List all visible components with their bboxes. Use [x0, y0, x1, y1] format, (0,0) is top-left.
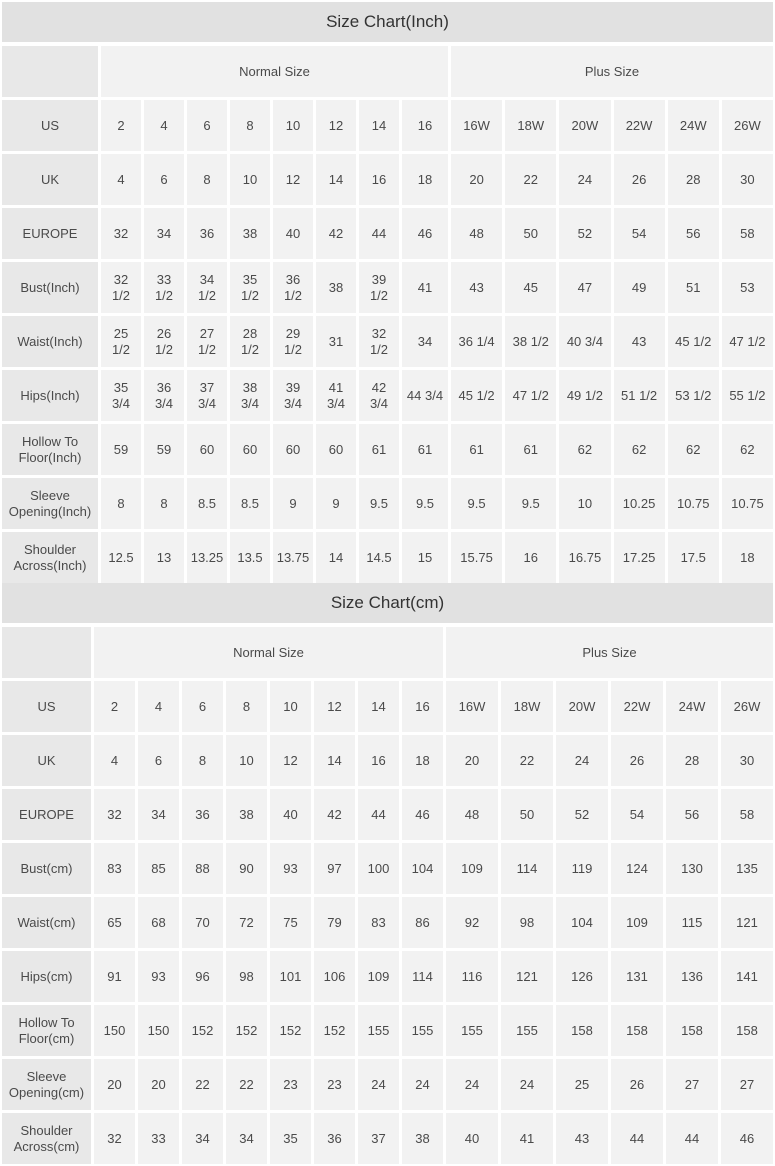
size-value-cell: 59	[144, 424, 184, 475]
size-value-cell: 53	[722, 262, 773, 313]
size-value-cell: 43	[451, 262, 502, 313]
size-value-cell: 39 1/2	[359, 262, 399, 313]
size-value-cell: 46	[402, 208, 448, 259]
size-value-cell: 150	[138, 1005, 179, 1056]
size-value-cell: 41	[402, 262, 448, 313]
size-value-cell: 2	[101, 100, 141, 151]
size-value-cell: 14	[316, 154, 356, 205]
size-value-cell: 13.75	[273, 532, 313, 583]
size-value-cell: 8.5	[187, 478, 227, 529]
size-value-cell: 32	[94, 1113, 135, 1164]
size-value-cell: 155	[402, 1005, 443, 1056]
size-value-cell: 86	[402, 897, 443, 948]
size-value-cell: 32	[94, 789, 135, 840]
size-value-cell: 116	[446, 951, 498, 1002]
size-value-cell: 96	[182, 951, 223, 1002]
group-header-normal-size: Normal Size	[101, 46, 448, 97]
size-value-cell: 158	[611, 1005, 663, 1056]
row-label: Waist(Inch)	[2, 316, 98, 367]
size-value-cell: 24	[446, 1059, 498, 1110]
size-value-cell: 38 1/2	[505, 316, 556, 367]
size-value-cell: 18W	[501, 681, 553, 732]
size-value-cell: 36 1/2	[273, 262, 313, 313]
size-value-cell: 9.5	[359, 478, 399, 529]
size-value-cell: 12.5	[101, 532, 141, 583]
size-value-cell: 29 1/2	[273, 316, 313, 367]
size-value-cell: 16	[505, 532, 556, 583]
size-value-cell: 106	[314, 951, 355, 1002]
size-value-cell: 98	[226, 951, 267, 1002]
size-value-cell: 60	[230, 424, 270, 475]
row-label: Hips(Inch)	[2, 370, 98, 421]
size-value-cell: 158	[721, 1005, 773, 1056]
size-value-cell: 22	[226, 1059, 267, 1110]
size-value-cell: 24	[358, 1059, 399, 1110]
size-value-cell: 90	[226, 843, 267, 894]
size-value-cell: 35	[270, 1113, 311, 1164]
size-value-cell: 34	[138, 789, 179, 840]
size-value-cell: 10	[230, 154, 270, 205]
size-value-cell: 124	[611, 843, 663, 894]
size-value-cell: 48	[451, 208, 502, 259]
size-value-cell: 47	[559, 262, 610, 313]
size-value-cell: 79	[314, 897, 355, 948]
size-value-cell: 53 1/2	[668, 370, 719, 421]
size-value-cell: 46	[402, 789, 443, 840]
size-value-cell: 38	[402, 1113, 443, 1164]
size-value-cell: 18	[402, 735, 443, 786]
size-value-cell: 49 1/2	[559, 370, 610, 421]
size-value-cell: 6	[182, 681, 223, 732]
size-value-cell: 40	[273, 208, 313, 259]
size-value-cell: 152	[182, 1005, 223, 1056]
size-value-cell: 9.5	[451, 478, 502, 529]
row-label: Hollow To Floor(Inch)	[2, 424, 98, 475]
size-value-cell: 158	[556, 1005, 608, 1056]
size-value-cell: 28	[668, 154, 719, 205]
size-value-cell: 32	[101, 208, 141, 259]
size-value-cell: 10	[559, 478, 610, 529]
size-value-cell: 37 3/4	[187, 370, 227, 421]
size-value-cell: 62	[668, 424, 719, 475]
size-value-cell: 41	[501, 1113, 553, 1164]
size-chart-cm-section	[2, 583, 773, 1164]
size-value-cell: 33	[138, 1113, 179, 1164]
size-value-cell: 114	[402, 951, 443, 1002]
size-value-cell: 45 1/2	[451, 370, 502, 421]
size-value-cell: 61	[359, 424, 399, 475]
size-value-cell: 97	[314, 843, 355, 894]
size-value-cell: 22	[501, 735, 553, 786]
size-value-cell: 4	[138, 681, 179, 732]
size-value-cell: 16	[358, 735, 399, 786]
size-value-cell: 93	[138, 951, 179, 1002]
size-value-cell: 10	[270, 681, 311, 732]
size-value-cell: 30	[721, 735, 773, 786]
size-value-cell: 15	[402, 532, 448, 583]
size-value-cell: 20W	[559, 100, 610, 151]
size-value-cell: 8	[182, 735, 223, 786]
size-value-cell: 34	[402, 316, 448, 367]
size-value-cell: 47 1/2	[505, 370, 556, 421]
row-label: Bust(cm)	[2, 843, 91, 894]
size-value-cell: 61	[505, 424, 556, 475]
size-value-cell: 31	[316, 316, 356, 367]
size-value-cell: 8	[101, 478, 141, 529]
size-value-cell: 135	[721, 843, 773, 894]
size-value-cell: 38 3/4	[230, 370, 270, 421]
size-value-cell: 23	[314, 1059, 355, 1110]
size-value-cell: 24	[556, 735, 608, 786]
size-value-cell: 22	[505, 154, 556, 205]
size-value-cell: 4	[101, 154, 141, 205]
size-value-cell: 54	[614, 208, 665, 259]
size-value-cell: 34	[144, 208, 184, 259]
size-value-cell: 4	[94, 735, 135, 786]
size-value-cell: 58	[722, 208, 773, 259]
size-value-cell: 72	[226, 897, 267, 948]
size-value-cell: 18	[402, 154, 448, 205]
size-value-cell: 115	[666, 897, 718, 948]
size-value-cell: 12	[270, 735, 311, 786]
size-value-cell: 104	[402, 843, 443, 894]
group-header-normal-size: Normal Size	[94, 627, 443, 678]
size-value-cell: 36	[187, 208, 227, 259]
row-label: UK	[2, 154, 98, 205]
size-value-cell: 23	[270, 1059, 311, 1110]
size-value-cell: 14	[314, 735, 355, 786]
size-value-cell: 22W	[614, 100, 665, 151]
size-value-cell: 34	[182, 1113, 223, 1164]
size-value-cell: 65	[94, 897, 135, 948]
size-value-cell: 56	[668, 208, 719, 259]
size-value-cell: 6	[144, 154, 184, 205]
size-value-cell: 52	[556, 789, 608, 840]
size-chart-inch-table	[2, 46, 773, 583]
size-value-cell: 10	[226, 735, 267, 786]
size-value-cell: 18W	[505, 100, 556, 151]
size-value-cell: 27	[721, 1059, 773, 1110]
row-label: Hips(cm)	[2, 951, 91, 1002]
size-value-cell: 91	[94, 951, 135, 1002]
size-value-cell: 43	[556, 1113, 608, 1164]
row-label: EUROPE	[2, 789, 91, 840]
size-value-cell: 22	[182, 1059, 223, 1110]
size-value-cell: 75	[270, 897, 311, 948]
size-value-cell: 141	[721, 951, 773, 1002]
size-value-cell: 9	[273, 478, 313, 529]
size-value-cell: 109	[358, 951, 399, 1002]
size-value-cell: 48	[446, 789, 498, 840]
size-value-cell: 61	[402, 424, 448, 475]
size-value-cell: 126	[556, 951, 608, 1002]
size-value-cell: 36 1/4	[451, 316, 502, 367]
size-value-cell: 62	[722, 424, 773, 475]
corner-cell	[2, 627, 91, 678]
row-label: Shoulder Across(Inch)	[2, 532, 98, 583]
size-value-cell: 16W	[446, 681, 498, 732]
size-chart-cm-title: Size Chart(cm)	[2, 583, 773, 623]
size-value-cell: 45	[505, 262, 556, 313]
row-label: Hollow To Floor(cm)	[2, 1005, 91, 1056]
size-value-cell: 100	[358, 843, 399, 894]
size-value-cell: 150	[94, 1005, 135, 1056]
size-value-cell: 20	[446, 735, 498, 786]
size-value-cell: 83	[358, 897, 399, 948]
row-label: US	[2, 681, 91, 732]
row-label: Sleeve Opening(Inch)	[2, 478, 98, 529]
group-header-plus-size: Plus Size	[451, 46, 773, 97]
row-label: EUROPE	[2, 208, 98, 259]
size-value-cell: 35 1/2	[230, 262, 270, 313]
size-value-cell: 49	[614, 262, 665, 313]
size-value-cell: 83	[94, 843, 135, 894]
size-value-cell: 42 3/4	[359, 370, 399, 421]
size-value-cell: 26	[611, 1059, 663, 1110]
row-label: Bust(Inch)	[2, 262, 98, 313]
size-value-cell: 55 1/2	[722, 370, 773, 421]
size-value-cell: 13	[144, 532, 184, 583]
size-value-cell: 44	[666, 1113, 718, 1164]
size-value-cell: 12	[316, 100, 356, 151]
size-value-cell: 121	[501, 951, 553, 1002]
size-value-cell: 104	[556, 897, 608, 948]
size-value-cell: 27 1/2	[187, 316, 227, 367]
size-value-cell: 62	[559, 424, 610, 475]
row-label: Sleeve Opening(cm)	[2, 1059, 91, 1110]
size-value-cell: 24	[559, 154, 610, 205]
size-value-cell: 68	[138, 897, 179, 948]
size-value-cell: 54	[611, 789, 663, 840]
size-value-cell: 37	[358, 1113, 399, 1164]
size-value-cell: 44	[359, 208, 399, 259]
size-value-cell: 70	[182, 897, 223, 948]
size-value-cell: 36	[182, 789, 223, 840]
size-value-cell: 51	[668, 262, 719, 313]
size-value-cell: 16	[402, 100, 448, 151]
size-value-cell: 8.5	[230, 478, 270, 529]
size-value-cell: 13.25	[187, 532, 227, 583]
size-value-cell: 46	[721, 1113, 773, 1164]
size-value-cell: 13.5	[230, 532, 270, 583]
size-value-cell: 16.75	[559, 532, 610, 583]
size-value-cell: 59	[101, 424, 141, 475]
size-value-cell: 28	[666, 735, 718, 786]
size-value-cell: 121	[721, 897, 773, 948]
size-value-cell: 24W	[666, 681, 718, 732]
size-value-cell: 42	[316, 208, 356, 259]
size-value-cell: 6	[187, 100, 227, 151]
size-value-cell: 155	[446, 1005, 498, 1056]
size-value-cell: 8	[144, 478, 184, 529]
size-value-cell: 33 1/2	[144, 262, 184, 313]
size-value-cell: 24W	[668, 100, 719, 151]
size-value-cell: 38	[316, 262, 356, 313]
size-value-cell: 130	[666, 843, 718, 894]
size-value-cell: 155	[501, 1005, 553, 1056]
size-value-cell: 35 3/4	[101, 370, 141, 421]
size-chart-cm-table	[2, 627, 773, 1164]
size-value-cell: 38	[230, 208, 270, 259]
size-value-cell: 8	[230, 100, 270, 151]
size-value-cell: 14.5	[359, 532, 399, 583]
size-value-cell: 10.75	[668, 478, 719, 529]
size-value-cell: 44 3/4	[402, 370, 448, 421]
size-value-cell: 152	[314, 1005, 355, 1056]
size-value-cell: 6	[138, 735, 179, 786]
size-value-cell: 119	[556, 843, 608, 894]
size-value-cell: 47 1/2	[722, 316, 773, 367]
row-label: US	[2, 100, 98, 151]
size-value-cell: 26	[611, 735, 663, 786]
size-value-cell: 41 3/4	[316, 370, 356, 421]
size-value-cell: 10.25	[614, 478, 665, 529]
size-value-cell: 9.5	[402, 478, 448, 529]
size-value-cell: 26W	[721, 681, 773, 732]
size-value-cell: 2	[94, 681, 135, 732]
size-value-cell: 98	[501, 897, 553, 948]
size-value-cell: 26	[614, 154, 665, 205]
size-value-cell: 4	[144, 100, 184, 151]
size-value-cell: 50	[505, 208, 556, 259]
size-value-cell: 16W	[451, 100, 502, 151]
size-value-cell: 34	[226, 1113, 267, 1164]
size-value-cell: 8	[226, 681, 267, 732]
row-label: Shoulder Across(cm)	[2, 1113, 91, 1164]
size-value-cell: 93	[270, 843, 311, 894]
size-chart-inch-section	[2, 2, 773, 583]
size-value-cell: 136	[666, 951, 718, 1002]
size-value-cell: 56	[666, 789, 718, 840]
size-value-cell: 12	[273, 154, 313, 205]
size-value-cell: 24	[402, 1059, 443, 1110]
size-value-cell: 38	[226, 789, 267, 840]
size-value-cell: 26 1/2	[144, 316, 184, 367]
size-value-cell: 22W	[611, 681, 663, 732]
row-label: UK	[2, 735, 91, 786]
size-value-cell: 17.25	[614, 532, 665, 583]
size-value-cell: 14	[359, 100, 399, 151]
size-value-cell: 50	[501, 789, 553, 840]
size-value-cell: 58	[721, 789, 773, 840]
size-value-cell: 114	[501, 843, 553, 894]
size-value-cell: 32 1/2	[359, 316, 399, 367]
size-value-cell: 42	[314, 789, 355, 840]
size-value-cell: 101	[270, 951, 311, 1002]
size-value-cell: 30	[722, 154, 773, 205]
size-value-cell: 18	[722, 532, 773, 583]
size-value-cell: 158	[666, 1005, 718, 1056]
size-value-cell: 9	[316, 478, 356, 529]
size-value-cell: 34 1/2	[187, 262, 227, 313]
size-value-cell: 45 1/2	[668, 316, 719, 367]
size-value-cell: 28 1/2	[230, 316, 270, 367]
size-value-cell: 52	[559, 208, 610, 259]
size-value-cell: 20W	[556, 681, 608, 732]
size-value-cell: 44	[611, 1113, 663, 1164]
size-value-cell: 60	[187, 424, 227, 475]
size-value-cell: 60	[316, 424, 356, 475]
size-value-cell: 20	[138, 1059, 179, 1110]
size-value-cell: 16	[359, 154, 399, 205]
size-value-cell: 88	[182, 843, 223, 894]
size-value-cell: 8	[187, 154, 227, 205]
size-value-cell: 92	[446, 897, 498, 948]
size-value-cell: 17.5	[668, 532, 719, 583]
size-value-cell: 109	[611, 897, 663, 948]
size-value-cell: 51 1/2	[614, 370, 665, 421]
size-value-cell: 9.5	[505, 478, 556, 529]
size-value-cell: 25	[556, 1059, 608, 1110]
size-value-cell: 14	[316, 532, 356, 583]
size-value-cell: 32 1/2	[101, 262, 141, 313]
size-value-cell: 62	[614, 424, 665, 475]
group-header-plus-size: Plus Size	[446, 627, 773, 678]
size-chart-inch-title: Size Chart(Inch)	[2, 2, 773, 42]
size-value-cell: 16	[402, 681, 443, 732]
size-value-cell: 60	[273, 424, 313, 475]
size-value-cell: 20	[451, 154, 502, 205]
size-value-cell: 152	[270, 1005, 311, 1056]
size-value-cell: 155	[358, 1005, 399, 1056]
size-value-cell: 43	[614, 316, 665, 367]
size-value-cell: 10.75	[722, 478, 773, 529]
size-value-cell: 131	[611, 951, 663, 1002]
size-value-cell: 61	[451, 424, 502, 475]
size-value-cell: 20	[94, 1059, 135, 1110]
size-value-cell: 27	[666, 1059, 718, 1110]
size-value-cell: 40	[446, 1113, 498, 1164]
size-value-cell: 24	[501, 1059, 553, 1110]
size-value-cell: 25 1/2	[101, 316, 141, 367]
size-value-cell: 40	[270, 789, 311, 840]
size-value-cell: 14	[358, 681, 399, 732]
size-value-cell: 39 3/4	[273, 370, 313, 421]
size-value-cell: 10	[273, 100, 313, 151]
size-value-cell: 40 3/4	[559, 316, 610, 367]
corner-cell	[2, 46, 98, 97]
size-value-cell: 109	[446, 843, 498, 894]
size-value-cell: 36 3/4	[144, 370, 184, 421]
size-value-cell: 36	[314, 1113, 355, 1164]
size-value-cell: 152	[226, 1005, 267, 1056]
size-value-cell: 12	[314, 681, 355, 732]
size-value-cell: 15.75	[451, 532, 502, 583]
size-value-cell: 26W	[722, 100, 773, 151]
row-label: Waist(cm)	[2, 897, 91, 948]
size-value-cell: 44	[358, 789, 399, 840]
size-value-cell: 85	[138, 843, 179, 894]
